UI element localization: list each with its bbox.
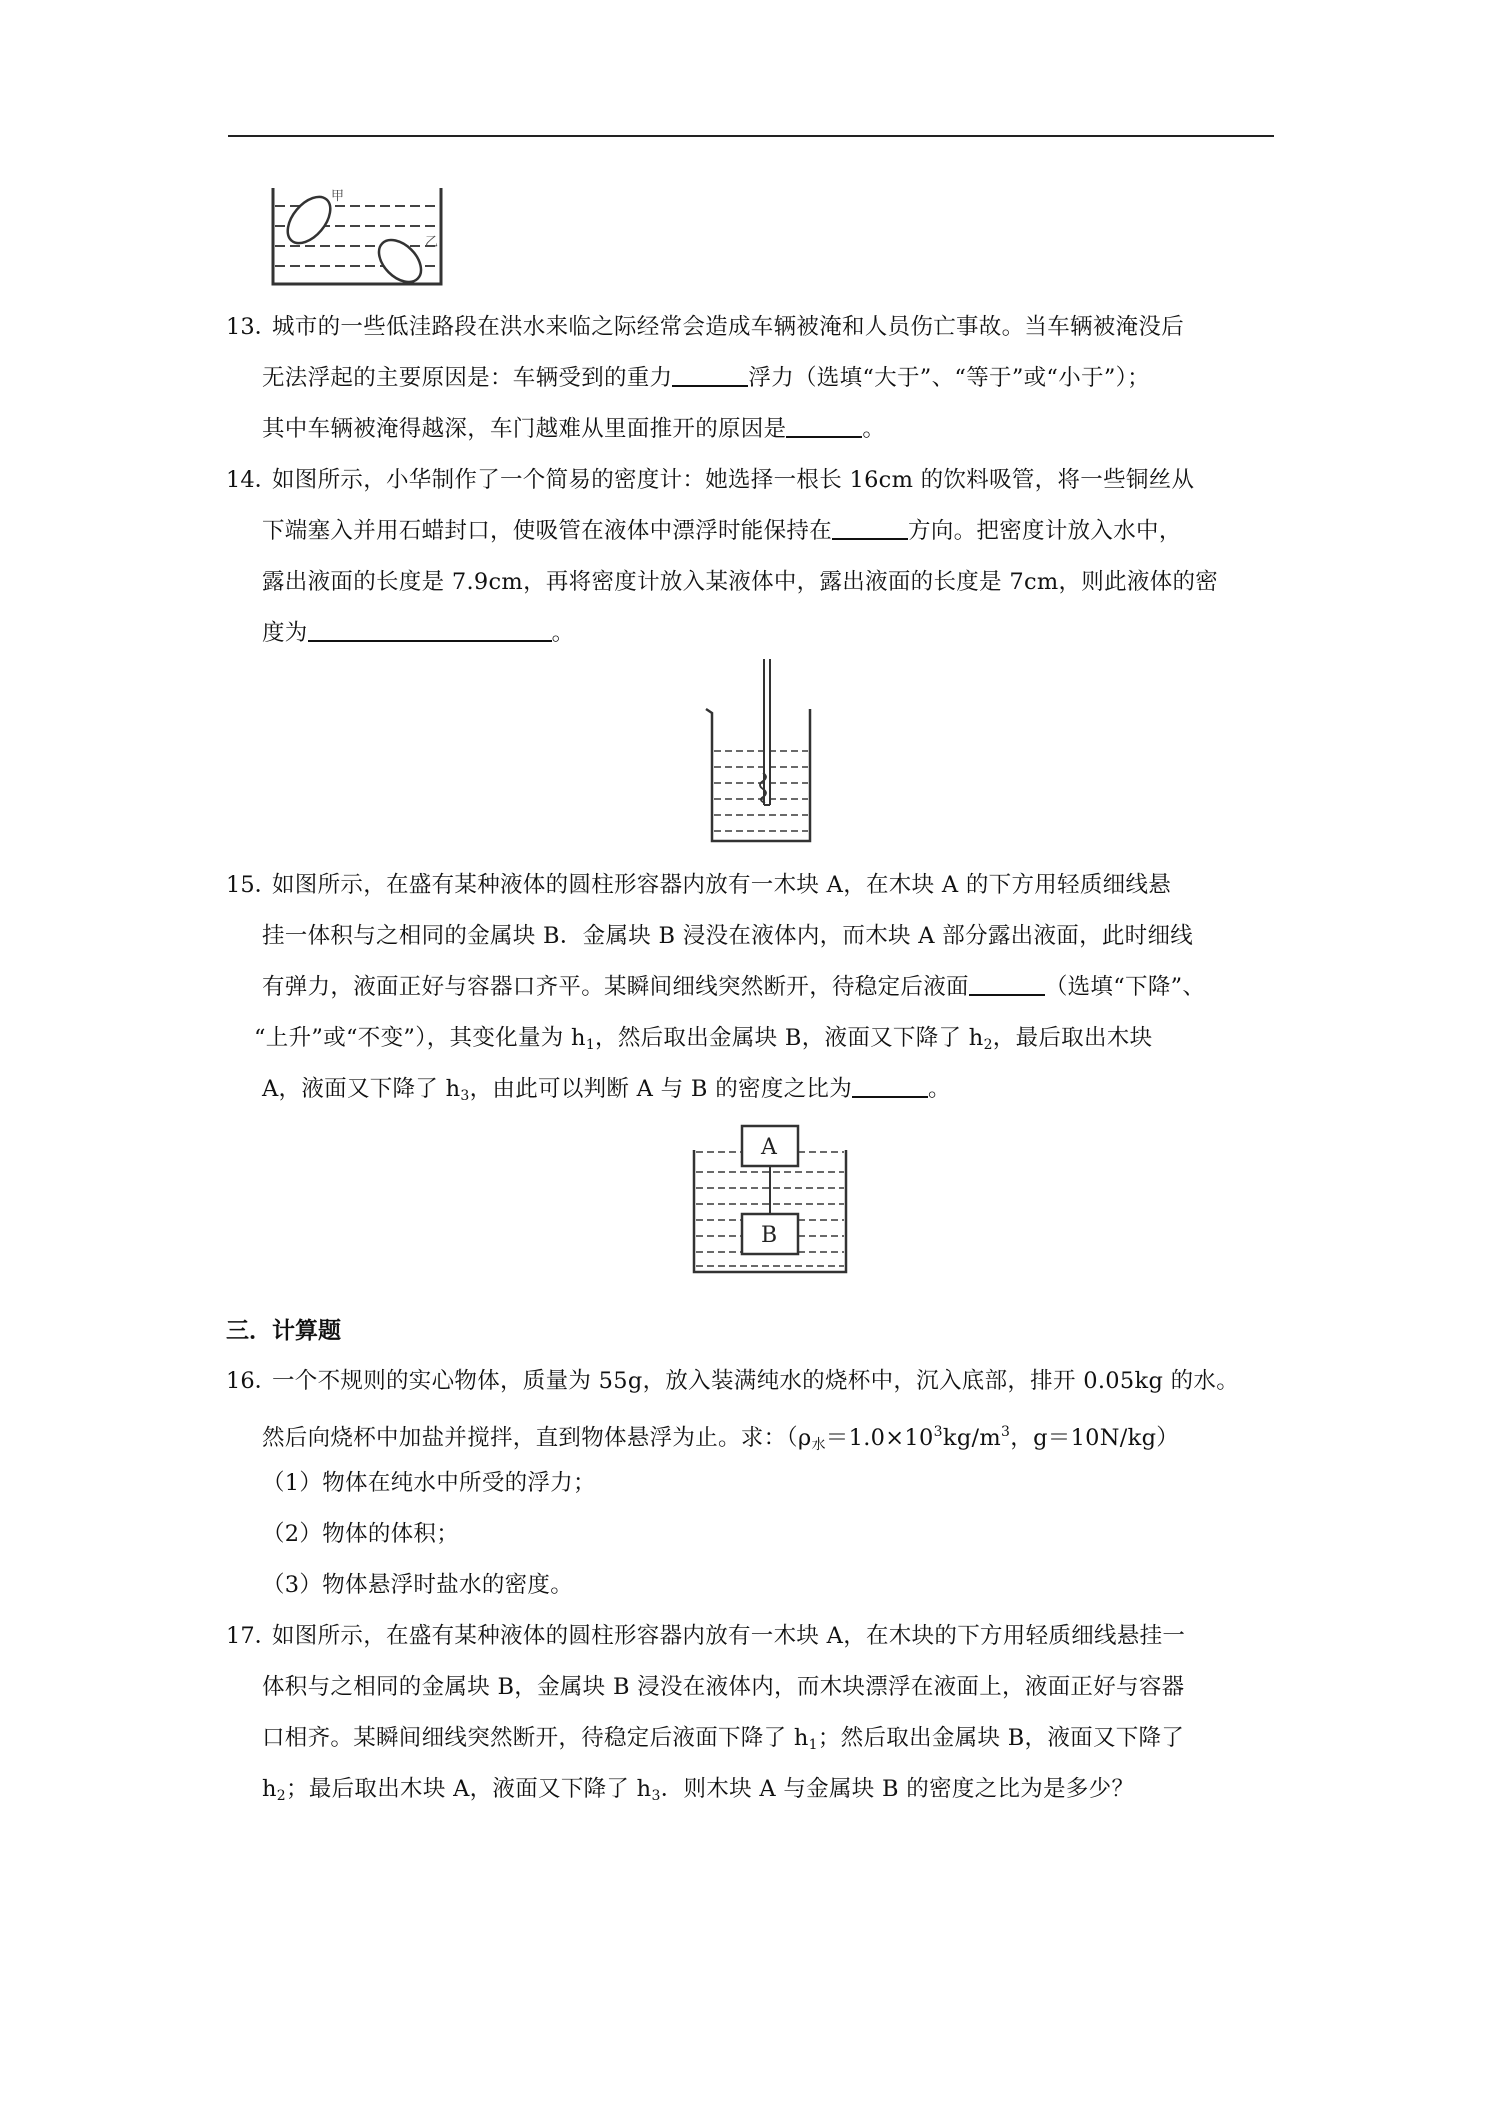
q17-sub-h1: 1 [808, 1737, 818, 1753]
q15-line4a: “上升”或“不变”），其变化量为 h [254, 1025, 586, 1051]
q13-blank-1[interactable] [672, 361, 748, 387]
q15-sub-h1: 1 [585, 1037, 596, 1053]
q14-line1: 如图所示，小华制作了一个简易的密度计：她选择一根长 16cm 的饮料吸管，将一些铜丝从 [272, 467, 1195, 493]
q13-number: 13． [226, 314, 278, 340]
q17-line4c: ．则木块 A 与金属块 B 的密度之比为是多少？ [660, 1776, 1135, 1802]
q14-blank-1[interactable] [832, 514, 908, 540]
q15-line4 [254, 1013, 1152, 1071]
q17-line3 [262, 1713, 1184, 1771]
q15-line5b: ，由此可以判断 A 与 B 的密度之比为 [469, 1076, 853, 1102]
q16-sup-2: 3 [1001, 1424, 1011, 1440]
q16-sub-water: 水 [811, 1437, 826, 1453]
q15-sub-h2: 2 [983, 1037, 993, 1053]
object-yi [371, 232, 429, 290]
q16-line2b: ＝1.0×10 [825, 1425, 934, 1451]
q14-line4 [262, 608, 574, 659]
q13-line2 [262, 353, 1150, 404]
q15-line5c: 。 [928, 1076, 951, 1102]
q15-line1: 如图所示，在盛有某种液体的圆柱形容器内放有一木块 A，在木块 A 的下方用轻质细线悬 [272, 872, 1172, 898]
figure-q15-container [688, 1120, 852, 1276]
q17-line4a: h [262, 1776, 277, 1802]
q17-line4 [262, 1764, 1134, 1822]
q17-number: 17． [226, 1623, 278, 1649]
header-rule [228, 135, 1274, 137]
q16-line1: 一个不规则的实心物体，质量为 55g，放入装满纯水的烧杯中，沉入底部，排开 0.05kg 的水。 [272, 1368, 1240, 1394]
q14-line4b: 。 [551, 620, 575, 646]
q15-sub-h3: 3 [460, 1088, 470, 1104]
q17-line3b: ；然后取出金属块 B，液面又下降了 [817, 1725, 1185, 1751]
q14-line3: 露出液面的长度是 7.9cm，再将密度计放入某液体中，露出液面的长度是 7cm，则此液体的密 [262, 569, 1219, 595]
q15-blank-2[interactable] [852, 1072, 928, 1098]
q16-sub2: （2）物体的体积； [262, 1521, 460, 1547]
q15-line2: 挂一体积与之相同的金属块 B．金属块 B 浸没在液体内，而木块 A 部分露出液面，此时细线 [262, 923, 1194, 949]
q15-number: 15． [226, 872, 278, 898]
q13-line3b: 。 [862, 416, 886, 442]
q15-line4c: ，最后取出木块 [992, 1025, 1153, 1051]
q15-line4b: ，然后取出金属块 B，液面又下降了 h [595, 1025, 984, 1051]
figure-q14-beaker [700, 655, 820, 847]
label-yi: 乙 [425, 235, 439, 250]
q13-line3 [262, 404, 885, 455]
q16-line2d: ，g＝10N/kg） [1010, 1425, 1180, 1451]
q16-number: 16． [226, 1368, 278, 1394]
q16-line2a: 然后向烧杯中加盐并搅拌，直到物体悬浮为止。求：（ρ [262, 1425, 812, 1451]
q13-line2a: 无法浮起的主要原因是：车辆受到的重力 [262, 365, 673, 391]
object-jia [279, 189, 338, 251]
q13-line2b: 浮力（选填“大于”、“等于”或“小于”）； [748, 365, 1150, 391]
q15-line3b: （选填“下降”、 [1044, 974, 1206, 1000]
q17-line4b: ；最后取出木块 A，液面又下降了 h [286, 1776, 652, 1802]
q15-line5 [262, 1064, 951, 1122]
q16-line2c: kg/m [942, 1425, 1002, 1451]
q15-blank-1[interactable] [969, 970, 1045, 996]
q14-number: 14． [226, 467, 278, 493]
figure-q12-container [265, 180, 455, 292]
q15-line5a: A，液面又下降了 h [262, 1076, 461, 1102]
label-a: A [761, 1135, 777, 1160]
q14-blank-2[interactable] [308, 616, 552, 642]
q13-line3a: 其中车辆被淹得越深，车门越难从里面推开的原因是 [262, 416, 787, 442]
q16-sub3: （3）物体悬浮时盐水的密度。 [262, 1572, 574, 1598]
q15-line3 [262, 962, 1205, 1013]
q16-sup-1: 3 [933, 1424, 943, 1440]
q17-sub-h2: 2 [276, 1788, 287, 1804]
q13-line1: 城市的一些低洼路段在洪水来临之际经常会造成车辆被淹和人员伤亡事故。当车辆被淹没后 [272, 314, 1185, 340]
q14-line4a: 度为 [262, 620, 308, 646]
q17-line1: 如图所示，在盛有某种液体的圆柱形容器内放有一木块 A，在木块的下方用轻质细线悬挂一 [272, 1623, 1186, 1649]
label-jia: 甲 [331, 189, 345, 204]
q14-line2a: 下端塞入并用石蜡封口，使吸管在液体中漂浮时能保持在 [262, 518, 833, 544]
q13-blank-2[interactable] [786, 412, 862, 438]
q17-sub-h3: 3 [651, 1788, 661, 1804]
label-b: B [761, 1223, 778, 1248]
q17-line3a: 口相齐。某瞬间细线突然断开，待稳定后液面下降了 h [262, 1725, 809, 1751]
q14-line2b: 方向。把密度计放入水中， [908, 518, 1182, 544]
q16-sub1: （1）物体在纯水中所受的浮力； [262, 1470, 596, 1496]
q15-line3a: 有弹力，液面正好与容器口齐平。某瞬间细线突然断开，待稳定后液面 [262, 974, 969, 1000]
q17-line2: 体积与之相同的金属块 B，金属块 B 浸没在液体内，而木块漂浮在液面上，液面正好与容器 [262, 1674, 1185, 1700]
q14-line2 [262, 506, 1182, 557]
section-title: 三．计算题 [226, 1317, 341, 1344]
